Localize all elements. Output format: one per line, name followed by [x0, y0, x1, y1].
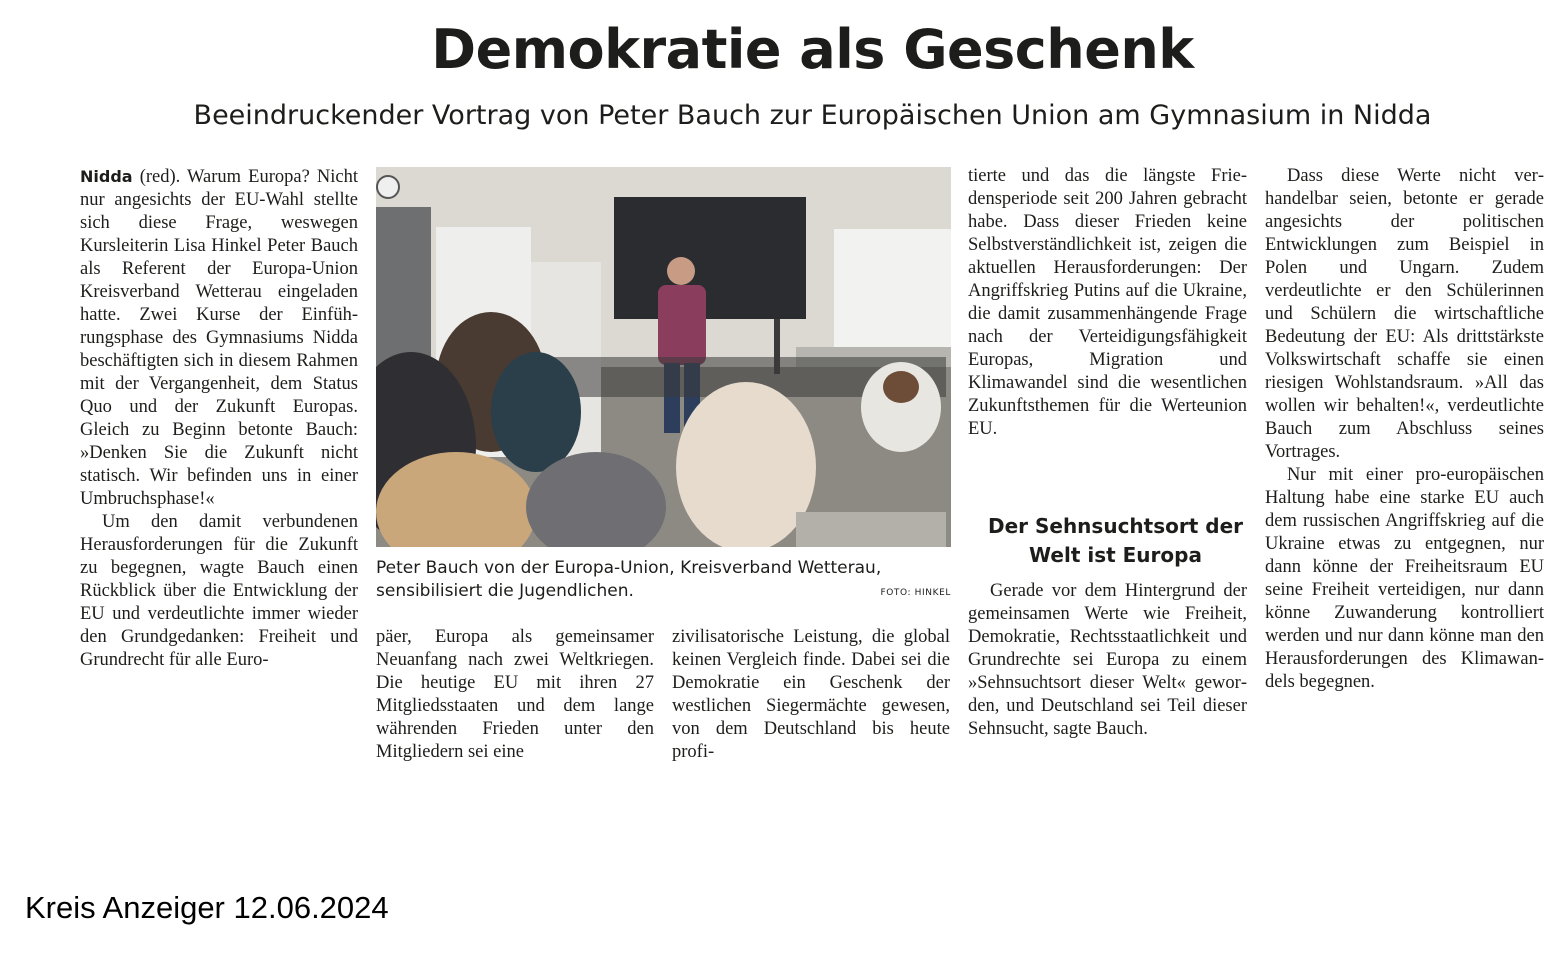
article-column-2 [376, 626, 654, 764]
paragraph-2: Um den damit verbundenen Herausforderungen für die Zukunft zu begegnen, wagte Bauch einen Rückblick über die Entwicklung der EU und verdeutlichte immer wieder den Grundgedanken: Freiheit und Grundrecht für alle Euro- [80, 512, 358, 670]
paragraph-intro [80, 165, 358, 511]
paragraph-col4-2: Gerade vor dem Hintergrund der gemeinsamen Werte wie Freiheit, Demokratie, Rechtsstaatlichkeit und Grundrechte sei Europa zu einem »Sehnsuchtsort dieser Welt« geworden, und Deutschland sei Teil dieser Sehnsucht, sagte Bauch. [968, 581, 1247, 739]
dateline-place: Nidda [80, 167, 133, 186]
paragraph-col4: tierte und das die längste Friedensperiode seit 200 Jahren gebracht habe. Dass dieser Frieden keine Selbstverständlichkeit ist, zeigen die aktuellen Herausforderungen: Der Angriffskrieg Putins auf die Ukraine, die damit zusammenhängende Frage nach der Verteidigungsfähigkeit Europas, Migration und Klimawandel sind die wesentlichen Zukunftsthemen für die Werteunion EU. [968, 166, 1247, 439]
paragraph-col5-1: Dass diese Werte nicht verhandelbar seien, betonte er gerade angesichts der politischen Entwicklungen zum Beispiel in Polen und Ungarn. Zudem verdeutlichte er den Schülerinnen und Schülern die wirtschaftliche Bedeutung der EU: Als drittstärkste Volkswirtschaft schaffe sie einen riesigen Wohlstandsraum. »All das wollen wir behalten!«, verdeutlichte Bauch zum Abschluss seines Vortrages. [1265, 166, 1544, 462]
section-subheading: Der Sehnsuchtsort der Welt ist Europa [987, 514, 1243, 567]
article-column-5 [1265, 165, 1544, 694]
photo-credit: FOTO: HINKEL [880, 588, 951, 598]
article-column-4-top [968, 165, 1247, 441]
intro-text: (red). Warum Europa? Nicht nur angesichts der EU-Wahl stellte sich diese Frage, weswegen Kursleiterin Lisa Hinkel Peter Bauch als Referent der Europa-Union Kreisverband Wetterau eingeladen hatte. Zwei Kurse der Einführungsphase des Gymnasiums Nidda beschäftigten sich in diesem Rahmen mit der Vergangenheit, dem Status Quo und der Zukunft Europas. Gleich zu Beginn betonte Bauch: »Denken Sie die Zukunft nicht statisch. Wir befinden uns in einer Umbruchsphase!« [80, 167, 358, 509]
paragraph-col2: päer, Europa als gemeinsamer Neuanfang nach zwei Weltkriegen. Die heutige EU mit ihren 27 Mitgliedsstaaten und dem lange währenden Frieden unter den Mitgliedern sei eine [376, 627, 654, 762]
subheadline: Beeindruckender Vortrag von Peter Bauch zur Europäischen Union am Gymnasium in Nidda [193, 100, 1432, 131]
classroom-photo [376, 167, 951, 547]
article-column-3 [672, 626, 950, 764]
source-label: Kreis Anzeiger 12.06.2024 [25, 890, 389, 925]
paragraph-col3: zivilisatorische Leistung, die global keinen Vergleich finde. Dabei sei die Demokratie ein Geschenk der westlichen Siegermächte gewesen, von dem Deutschland bis heute profi- [672, 627, 950, 762]
photo-caption: Peter Bauch von der Europa-Union, Kreisverband Wetterau, sensibilisiert die Jugendlichen. [376, 558, 882, 601]
article-photo [376, 167, 951, 547]
article-column-4-bottom [968, 580, 1247, 741]
article-column-1 [80, 165, 358, 672]
headline: Demokratie als Geschenk [431, 18, 1194, 81]
paragraph-col5-2: Nur mit einer pro-europäischen Haltung habe eine starke EU auch dem russischen Angriffskrieg auf die Ukraine etwas zu entgegnen, nur dann könne der Freiheitsraum EU seine Freiheit verteidigen, nur dann könne Zuwanderung kontrolliert werden und nur dann könne man den Herausforderungen des Klimawandels begegnen. [1265, 465, 1544, 692]
